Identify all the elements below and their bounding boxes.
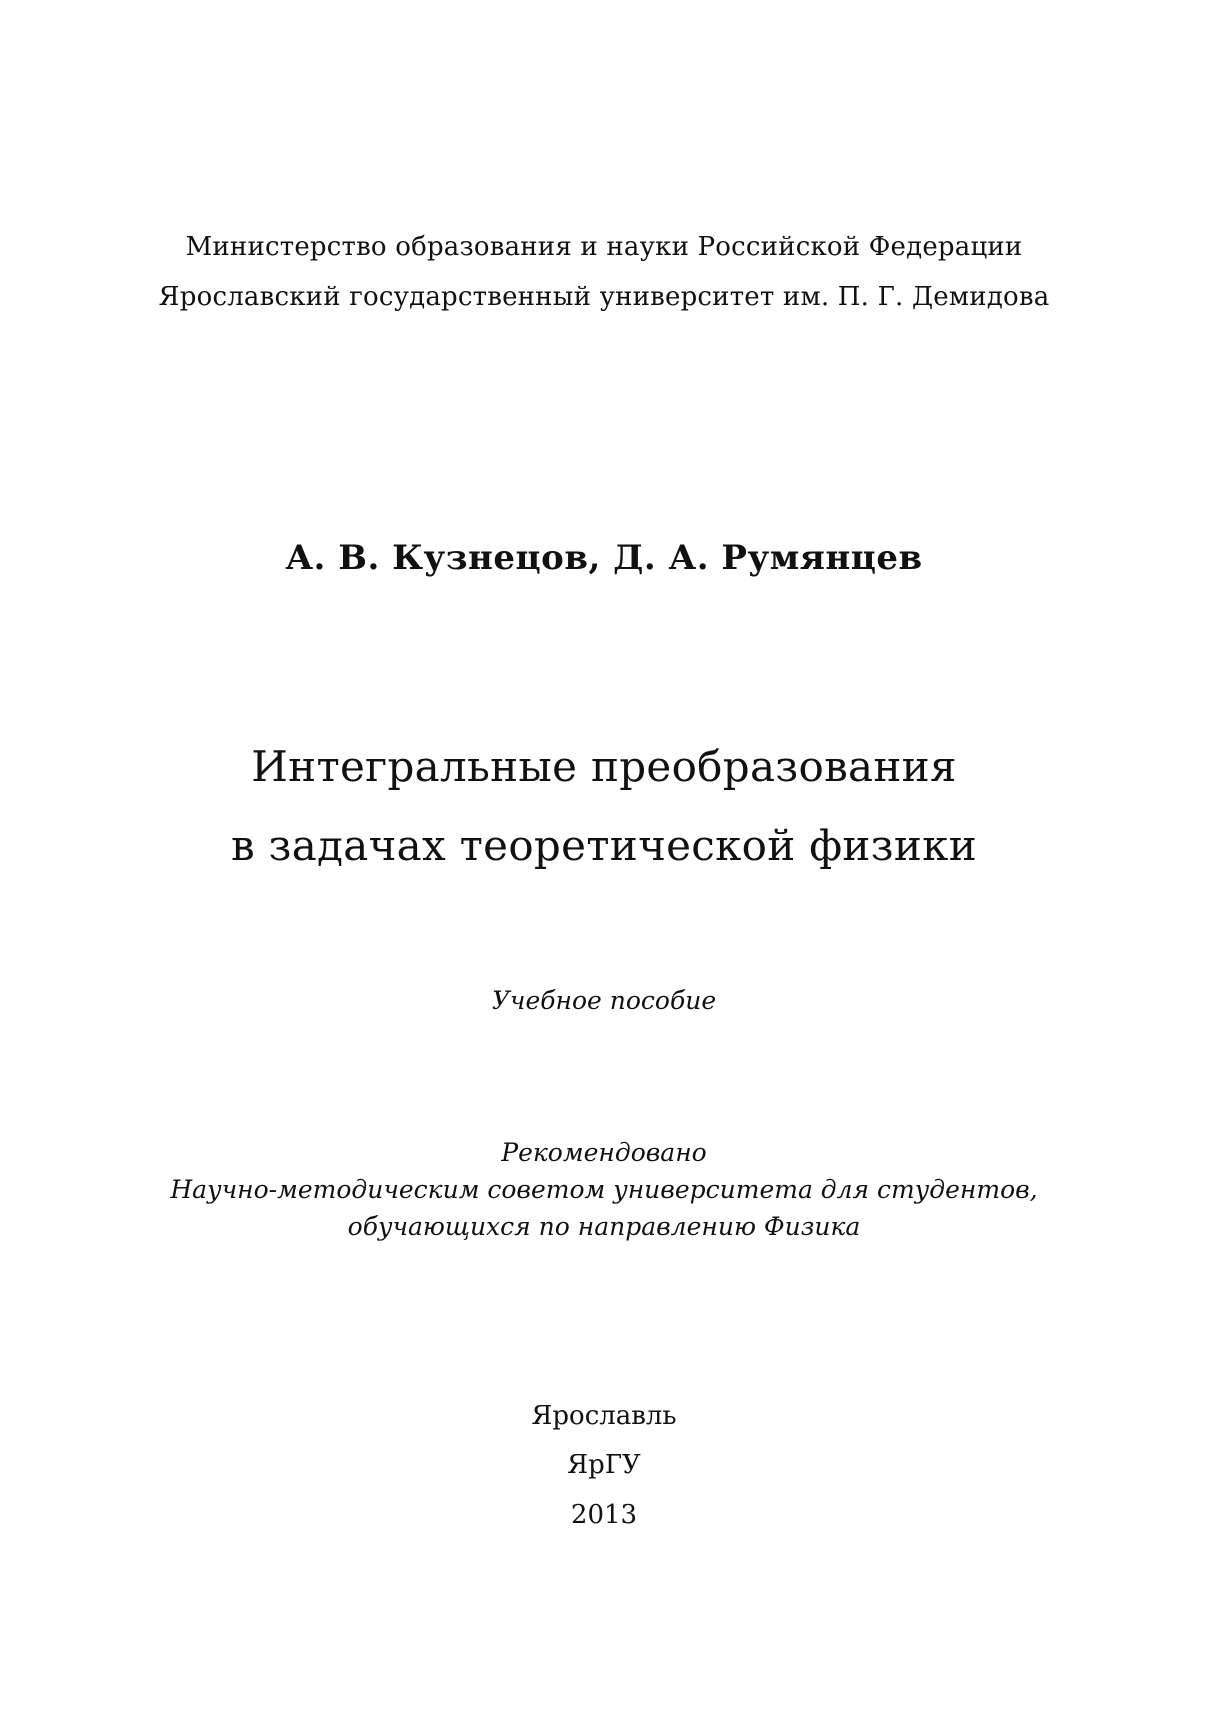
university-line: Ярославский государственный университет им. П. Г. Демидова: [158, 282, 1050, 312]
genre: Учебное пособие: [491, 986, 717, 1015]
imprint-city: Ярославль: [531, 1401, 677, 1431]
book-title-line-2: в задачах теоретической физики: [230, 821, 978, 870]
book-title-line-1: Интегральные преобразования: [251, 742, 957, 791]
authors: А. В. Кузнецов, Д. А. Румянцев: [285, 538, 923, 578]
recommendation-line-3: обучающихся по направлению Физика: [347, 1212, 861, 1241]
imprint-year: 2013: [570, 1500, 638, 1530]
recommendation-line-1: Рекомендовано: [501, 1138, 707, 1167]
recommendation-line-2: Научно-методическим советом университета для студентов,: [170, 1175, 1038, 1204]
ministry-line: Министерство образования и науки Российской Федерации: [185, 232, 1023, 262]
imprint-publisher: ЯрГУ: [567, 1450, 641, 1480]
